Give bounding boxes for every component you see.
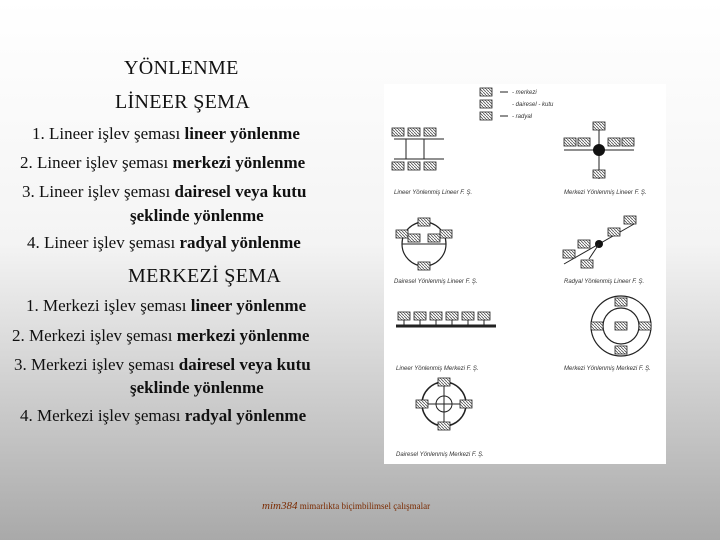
caption: Merkezi Yönlenmiş Lineer F. Ş. bbox=[564, 190, 647, 196]
list-item bbox=[14, 355, 311, 375]
diagram-lineer-lineer bbox=[392, 128, 444, 170]
footer-text: mimarlıkta biçimbilimsel çalışmalar bbox=[297, 501, 431, 511]
item-bold: lineer yönlenme bbox=[184, 124, 300, 143]
diagram-merkezi-merkezi bbox=[591, 296, 651, 356]
item-text: 3. Merkezi işlev şeması bbox=[14, 355, 179, 374]
list-item bbox=[32, 124, 300, 144]
diagram-dairesel-lineer bbox=[396, 218, 452, 270]
list-item bbox=[20, 153, 305, 173]
list-item bbox=[26, 296, 306, 316]
title-merkezi-sema: MERKEZİ ŞEMA bbox=[128, 265, 282, 287]
item-bold: dairesel veya kutu bbox=[174, 182, 307, 201]
footer-code: mim384 bbox=[262, 500, 298, 512]
list-item bbox=[12, 326, 309, 346]
caption: Merkezi Yönlenmiş Merkezi F. Ş. bbox=[564, 366, 651, 372]
item-text: 1. Lineer işlev şeması bbox=[32, 124, 185, 143]
item-bold: radyal yönlenme bbox=[179, 233, 301, 252]
legend-item: - dairesel - kutu bbox=[512, 102, 554, 108]
item-bold: dairesel veya kutu bbox=[178, 355, 311, 374]
item-text: 3. Lineer işlev şeması bbox=[22, 182, 175, 201]
item-bold: merkezi yönlenme bbox=[172, 153, 306, 172]
caption: Radyal Yönlenmiş Lineer F. Ş. bbox=[564, 279, 645, 285]
caption: Dairesel Yönlenmiş Lineer F. Ş. bbox=[394, 279, 478, 285]
legend-item: - radyal bbox=[512, 114, 533, 120]
caption: Dairesel Yönlenmiş Merkezi F. Ş. bbox=[396, 452, 484, 458]
item-bold: merkezi yönlenme bbox=[176, 326, 310, 345]
list-item bbox=[20, 406, 306, 426]
diagram-dairesel-merkezi bbox=[416, 378, 472, 430]
legend bbox=[480, 88, 554, 120]
item-text: 1. Merkezi işlev şeması bbox=[26, 296, 191, 315]
list-item bbox=[22, 182, 306, 202]
caption: Lineer Yönlenmiş Lineer F. Ş. bbox=[394, 190, 473, 196]
diagram-radyal-lineer bbox=[563, 216, 636, 268]
diagram-merkezi-lineer bbox=[564, 122, 634, 179]
diagram-lineer-merkezi bbox=[396, 312, 496, 326]
item-bold: şeklinde yönlenme bbox=[130, 206, 264, 225]
list-item bbox=[27, 233, 301, 253]
item-text: 2. Lineer işlev şeması bbox=[20, 153, 173, 172]
legend-item: - merkezi bbox=[512, 90, 537, 96]
title-yonlenme: YÖNLENME bbox=[124, 57, 239, 79]
item-text: 4. Merkezi işlev şeması bbox=[20, 406, 185, 425]
title-lineer-sema: LİNEER ŞEMA bbox=[115, 91, 250, 113]
list-item bbox=[130, 378, 264, 398]
item-bold: şeklinde yönlenme bbox=[130, 378, 264, 397]
item-bold: radyal yönlenme bbox=[184, 406, 307, 425]
item-bold: lineer yönlenme bbox=[190, 296, 307, 315]
list-item bbox=[130, 206, 264, 226]
item-text: 2. Merkezi işlev şeması bbox=[12, 326, 177, 345]
footer bbox=[262, 500, 430, 512]
caption: Lineer Yönlenmiş Merkezi F. Ş. bbox=[396, 366, 479, 372]
diagram-svg bbox=[384, 84, 666, 464]
diagram-figure bbox=[384, 84, 666, 464]
item-text: 4. Lineer işlev şeması bbox=[27, 233, 180, 252]
